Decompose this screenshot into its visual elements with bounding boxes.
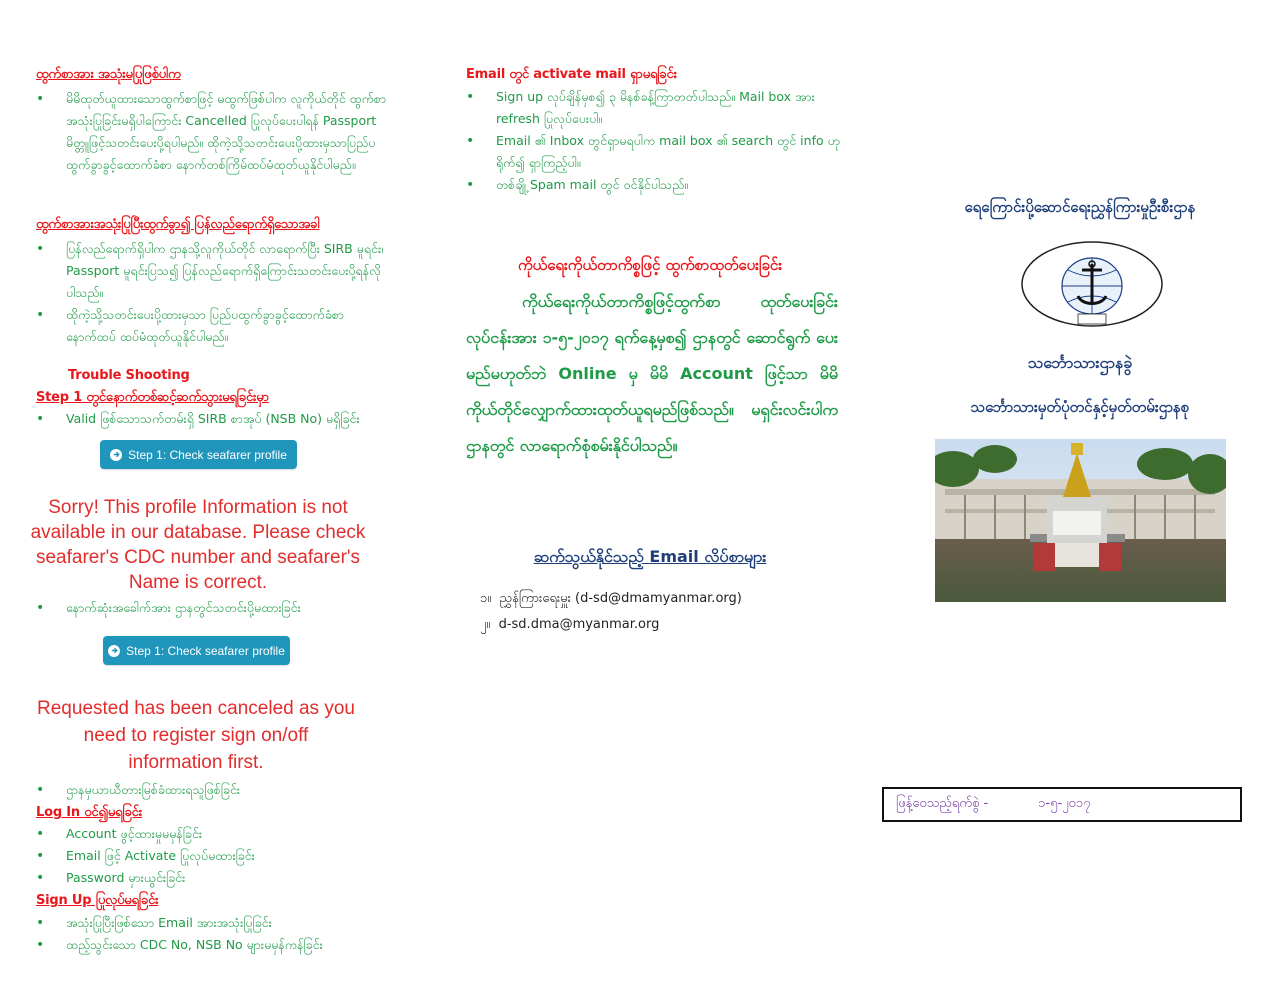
trouble-shooting-title: Trouble Shooting — [68, 368, 190, 383]
list-item: • တစ်ချို့ Spam mail တွင် ဝင်နိုင်ပါသည်။ — [466, 174, 846, 196]
list-number: ၁။ — [480, 591, 492, 606]
unused-letter-list — [36, 88, 396, 176]
issue-date-label: ဖြန့်ဝေသည့်ရက်စွဲ - — [896, 796, 989, 811]
step1-list — [36, 408, 396, 430]
monument-photo — [935, 439, 1226, 602]
list-item: • မိမိထုတ်ယူထားသောထွက်စာဖြင့် မထွက်ဖြစ်ပါက လူကိုယ်တိုင် ထွက်စာအသုံးပြုခြင်းမရှိပါကြောင်း Cancelled ပြုလုပ်ပေးပါရန် Passport မိတ္တူဖြင့်သတင်းပေးပို့ရပါမည်။ ထိုကဲ့သို့သတင်းပေးပို့ထားမှသာပြည်ပထွက်ခွာခွင့်ထောက်ခံစာ နောက်တစ်ကြိမ်ထပ်မံထုတ်ယူနိုင်ပါမည်။ — [36, 88, 396, 176]
contact-email-2 — [480, 616, 659, 635]
signup-heading: Sign Up ပြုလုပ်မရခြင်း — [36, 893, 159, 908]
list-item: • အသုံးပြုပြီးဖြစ်သော Email အားအသုံးပြုခြင်း — [36, 912, 396, 934]
department-logo — [1020, 240, 1164, 332]
list-item: • Sign up လုပ်ချိန်မှစ၍ ၃ မိနစ်ခန့်ကြာတတ်ပါသည်။ Mail box အား refresh ပြုလုပ်ပေးပါ။ — [466, 86, 846, 130]
right-column — [870, 0, 1276, 986]
list-item: • ပြန်လည်ရောက်ရှိပါက ဌာနသို့လူကိုယ်တိုင် လာရောက်ပြီး SIRB မူရင်း၊ Passport မူရင်းပြသ၍ ပြန်လည်ရောက်ရှိကြောင်းသတင်းပေးပို့ရန်လိုပါသည်။ — [36, 238, 396, 304]
section-title: သင်္ဘောသားမှတ်ပုံတင်နှင့်မှတ်တမ်းဌာနစု — [970, 398, 1190, 416]
selfie-letter-title: ကိုယ်ရေးကိုယ်တာကိစ္စဖြင့် ထွက်စာထုတ်ပေးခြင်း — [517, 256, 783, 274]
login-list — [36, 823, 396, 889]
signup-list — [36, 912, 396, 956]
middle-column — [440, 0, 860, 986]
left-column — [0, 0, 420, 986]
list-item: • ထည့်သွင်းသော CDC No, NSB No များမမှန်ကန်ခြင်း — [36, 934, 396, 956]
list-item: • ထိုကဲ့သို့သတင်းပေးပို့ထားမှသာ ပြည်ပထွက်ခွာခွင့်ထောက်ခံစာ နောက်ထပ် ထပ်မံထုတ်ယူနိုင်ပါမည်။ — [36, 304, 396, 348]
arrow-right-circle-icon — [110, 449, 122, 461]
organization-title: ရေကြောင်းပို့ဆောင်ရေးညွှန်ကြားမှုဦးစီးဌာန — [964, 198, 1196, 216]
profile-error-message: Sorry! This profile Information is not available in our database. Please check seafarer's CDC number and seafarer's Name is correct. — [30, 497, 366, 593]
restricted-list — [36, 779, 396, 801]
issue-date-box — [882, 787, 1242, 822]
step1-heading: Step 1 တွင်နောက်တစ်ဆင့်ဆက်သွားမရခြင်းမှာ — [36, 390, 269, 405]
list-item: • Email ၏ Inbox တွင်ရှာမရပါက mail box ၏ search တွင် info ဟုရိုက်၍ ရှာကြည့်ပါ။ — [466, 130, 846, 174]
login-heading: Log In ဝင်၍မရခြင်း — [36, 805, 142, 820]
list-number: ၂။ — [480, 617, 491, 632]
section-heading-returned: ထွက်စာအားအသုံးပြုပြီးထွက်ခွာ၍ ပြန်လည်ရောက်ရှိသောအခါ — [36, 217, 320, 232]
division-title: သင်္ဘောသားဌာနခွဲ — [1027, 353, 1133, 372]
button-label: Step 1: Check seafarer profile — [128, 447, 287, 462]
issue-date-value: ၁-၅-၂၀၁၇ — [1038, 796, 1091, 811]
email-activate-list — [466, 86, 846, 196]
check-profile-button[interactable] — [100, 440, 297, 469]
canceled-error-message: Requested has been canceled as you need to register sign on/off information first. — [37, 698, 355, 773]
list-item: • Email ဖြင့် Activate ပြုလုပ်မထားခြင်း — [36, 845, 396, 867]
list-item: • ဌာနမှယာယီတားမြစ်ခံထားရသူဖြစ်ခြင်း — [36, 779, 396, 801]
arrow-right-circle-icon — [108, 645, 120, 657]
button-label: Step 1: Check seafarer profile — [126, 643, 285, 658]
contact-email-text: ညွှန်ကြားရေးမှူး (d-sd@dmamyanmar.org) — [499, 591, 742, 606]
section-heading-unused-letter: ထွက်စာအား အသုံးမပြုဖြစ်ပါက — [36, 67, 181, 82]
contact-email-1 — [480, 590, 742, 609]
contact-email-heading: ဆက်သွယ်နိုင်သည့် Email လိပ်စာများ — [533, 547, 767, 566]
list-item: • နောက်ဆုံးအခေါက်အား ဌာနတွင်သတင်းပို့မထားခြင်း — [36, 597, 396, 619]
list-item: • Valid ဖြစ်သောသက်တမ်းရှိ SIRB စာအုပ် (NSB No) မရှိခြင်း — [36, 408, 396, 430]
after-error-list — [36, 597, 396, 619]
returned-list — [36, 238, 396, 348]
check-profile-button-2[interactable] — [103, 636, 290, 665]
contact-email-text: d-sd.dma@myanmar.org — [498, 617, 660, 632]
email-activate-heading: Email တွင် activate mail ရှာမရခြင်း — [466, 67, 677, 82]
list-item: • Account ဖွင့်ထားမှုမမှန်ခြင်း — [36, 823, 396, 845]
list-item: • Password မှားယွင်းခြင်း — [36, 867, 396, 889]
selfie-letter-paragraph: ကိုယ်ရေးကိုယ်တာကိစ္စဖြင့်ထွက်စာ ထုတ်ပေးခြင်း လုပ်ငန်းအား ၁-၅-၂၀၁၇ ရက်နေ့မှစ၍ ဌာနတွင် ဆောင်ရွက် ပေးမည်မဟုတ်ဘဲ Online မှ မိမိ Account ဖြင့်သာ မိမိကိုယ်တိုင်လျှောက်ထားထုတ်ယူရမည်ဖြစ်သည်။ မရှင်းလင်းပါက ဌာနတွင် လာရောက်စုံစမ်းနိုင်ပါသည်။ — [466, 292, 838, 455]
